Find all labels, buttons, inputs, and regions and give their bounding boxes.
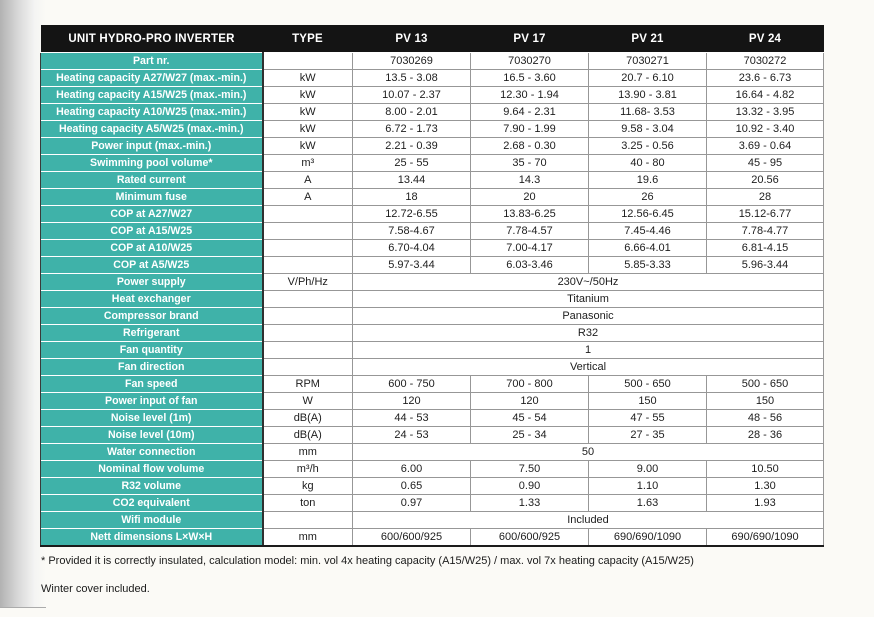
spec-row (41, 478, 824, 495)
spec-label: Nett dimensions L×W×H (41, 529, 263, 547)
spec-value: 0.90 (471, 478, 589, 495)
spec-value: 13.44 (353, 172, 471, 189)
spec-label: R32 volume (41, 478, 263, 495)
spec-value: 19.6 (589, 172, 707, 189)
spec-value: 28 (707, 189, 824, 206)
spec-unit: A (263, 189, 353, 206)
spec-row (41, 240, 824, 257)
spec-unit: dB(A) (263, 427, 353, 444)
spec-value: 13.83-6.25 (471, 206, 589, 223)
spec-value: 7.58-4.67 (353, 223, 471, 240)
spec-value: 20 (471, 189, 589, 206)
spec-row (41, 172, 824, 189)
spec-label: Fan speed (41, 376, 263, 393)
spec-value-span: Included (353, 512, 824, 529)
spec-value: 7030269 (353, 53, 471, 70)
spec-unit: V/Ph/Hz (263, 274, 353, 291)
spec-label: Water connection (41, 444, 263, 461)
spec-label: Noise level (10m) (41, 427, 263, 444)
spec-unit (263, 257, 353, 274)
spec-row (41, 291, 824, 308)
spec-value: 13.5 - 3.08 (353, 70, 471, 87)
spec-value: 1.33 (471, 495, 589, 512)
spec-row (41, 138, 824, 155)
spec-value: 7.90 - 1.99 (471, 121, 589, 138)
spec-value: 10.92 - 3.40 (707, 121, 824, 138)
spec-row (41, 495, 824, 512)
header-row (41, 25, 824, 53)
spec-unit: dB(A) (263, 410, 353, 427)
spec-value: 600/600/925 (471, 529, 589, 547)
spec-value: 700 - 800 (471, 376, 589, 393)
spec-row (41, 512, 824, 529)
spec-value: 6.70-4.04 (353, 240, 471, 257)
spec-value-span: Titanium (353, 291, 824, 308)
spec-label: Swimming pool volume* (41, 155, 263, 172)
spec-label: Fan quantity (41, 342, 263, 359)
spec-row (41, 410, 824, 427)
spec-unit: ton (263, 495, 353, 512)
spec-unit: kW (263, 70, 353, 87)
spec-row (41, 444, 824, 461)
spec-unit: kg (263, 478, 353, 495)
spec-unit: m³ (263, 155, 353, 172)
spec-label: Compressor brand (41, 308, 263, 325)
column-header-unit: UNIT HYDRO-PRO INVERTER (41, 25, 263, 53)
spec-row (41, 359, 824, 376)
spec-value: 10.50 (707, 461, 824, 478)
spec-value: 7030270 (471, 53, 589, 70)
spec-value: 600/600/925 (353, 529, 471, 547)
spec-label: Part nr. (41, 53, 263, 70)
spec-value: 6.00 (353, 461, 471, 478)
spec-value: 28 - 36 (707, 427, 824, 444)
spec-label: Noise level (1m) (41, 410, 263, 427)
spec-unit: mm (263, 444, 353, 461)
spec-value: 500 - 650 (589, 376, 707, 393)
spec-value: 16.5 - 3.60 (471, 70, 589, 87)
spec-unit (263, 53, 353, 70)
spec-label: Heating capacity A27/W27 (max.-min.) (41, 70, 263, 87)
spec-value: 5.97-3.44 (353, 257, 471, 274)
spec-value: 600 - 750 (353, 376, 471, 393)
spec-row (41, 121, 824, 138)
spec-row (41, 104, 824, 121)
spec-value: 25 - 34 (471, 427, 589, 444)
column-header-pv21: PV 21 (589, 25, 707, 53)
spec-unit: RPM (263, 376, 353, 393)
spec-value: 500 - 650 (707, 376, 824, 393)
spec-label: Wifi module (41, 512, 263, 529)
spec-value: 48 - 56 (707, 410, 824, 427)
spec-unit: A (263, 172, 353, 189)
spec-label: Fan direction (41, 359, 263, 376)
spec-value: 3.25 - 0.56 (589, 138, 707, 155)
spec-value: 5.85-3.33 (589, 257, 707, 274)
spec-value: 23.6 - 6.73 (707, 70, 824, 87)
spec-row (41, 427, 824, 444)
spec-value: 44 - 53 (353, 410, 471, 427)
spec-unit: kW (263, 87, 353, 104)
spec-row (41, 189, 824, 206)
spec-value: 2.68 - 0.30 (471, 138, 589, 155)
spec-value: 6.81-4.15 (707, 240, 824, 257)
spec-value: 10.07 - 2.37 (353, 87, 471, 104)
spec-value: 7.00-4.17 (471, 240, 589, 257)
spec-unit (263, 240, 353, 257)
spec-row (41, 257, 824, 274)
spec-unit: kW (263, 138, 353, 155)
spec-value: 7.78-4.77 (707, 223, 824, 240)
spec-value: 7.45-4.46 (589, 223, 707, 240)
spec-table-body (41, 53, 824, 547)
spec-label: Power input (max.-min.) (41, 138, 263, 155)
column-header-type: TYPE (263, 25, 353, 53)
footnote-insulation: * Provided it is correctly insulated, calculation model: min. vol 4x heating capacity (A15/W25) / max. vol 7x heating capacity (A15/W25) (41, 555, 694, 567)
spec-row (41, 342, 824, 359)
spec-value: 9.00 (589, 461, 707, 478)
spec-value: 12.56-6.45 (589, 206, 707, 223)
spec-value: 11.68- 3.53 (589, 104, 707, 121)
spec-value: 9.64 - 2.31 (471, 104, 589, 121)
spec-value: 27 - 35 (589, 427, 707, 444)
spec-unit (263, 206, 353, 223)
spec-row (41, 529, 824, 547)
spec-row (41, 70, 824, 87)
spec-label: Minimum fuse (41, 189, 263, 206)
spec-value: 0.65 (353, 478, 471, 495)
spec-value: 18 (353, 189, 471, 206)
spec-unit: kW (263, 104, 353, 121)
spec-value: 1.10 (589, 478, 707, 495)
inverter-spec-table (40, 25, 824, 547)
spec-value: 40 - 80 (589, 155, 707, 172)
spec-value: 150 (589, 393, 707, 410)
spec-value: 47 - 55 (589, 410, 707, 427)
spec-value: 7030271 (589, 53, 707, 70)
spec-value: 690/690/1090 (707, 529, 824, 547)
spec-value: 8.00 - 2.01 (353, 104, 471, 121)
spec-value: 9.58 - 3.04 (589, 121, 707, 138)
spec-value: 13.90 - 3.81 (589, 87, 707, 104)
spec-value: 20.56 (707, 172, 824, 189)
spec-value-span: 230V~/50Hz (353, 274, 824, 291)
spec-value: 12.30 - 1.94 (471, 87, 589, 104)
spec-row (41, 393, 824, 410)
footnote-winter-cover: Winter cover included. (41, 583, 150, 595)
spec-unit: m³/h (263, 461, 353, 478)
spec-value: 7.78-4.57 (471, 223, 589, 240)
spec-label: COP at A15/W25 (41, 223, 263, 240)
spec-value: 6.03-3.46 (471, 257, 589, 274)
spec-value: 26 (589, 189, 707, 206)
spec-label: Rated current (41, 172, 263, 189)
spec-label: Heating capacity A15/W25 (max.-min.) (41, 87, 263, 104)
spec-unit (263, 512, 353, 529)
spec-unit: W (263, 393, 353, 410)
spec-value: 150 (707, 393, 824, 410)
column-header-pv13: PV 13 (353, 25, 471, 53)
spec-label: Power supply (41, 274, 263, 291)
spec-value: 120 (471, 393, 589, 410)
spec-row (41, 308, 824, 325)
spec-value: 20.7 - 6.10 (589, 70, 707, 87)
spec-unit (263, 359, 353, 376)
spec-value: 1.93 (707, 495, 824, 512)
spec-value: 12.72-6.55 (353, 206, 471, 223)
spec-value: 16.64 - 4.82 (707, 87, 824, 104)
spec-value: 35 - 70 (471, 155, 589, 172)
spec-value: 0.97 (353, 495, 471, 512)
spec-value: 45 - 54 (471, 410, 589, 427)
spec-row (41, 376, 824, 393)
column-header-pv17: PV 17 (471, 25, 589, 53)
spec-value-span: 1 (353, 342, 824, 359)
spec-unit (263, 291, 353, 308)
spec-value: 3.69 - 0.64 (707, 138, 824, 155)
spec-value: 5.96-3.44 (707, 257, 824, 274)
spec-label: Refrigerant (41, 325, 263, 342)
spec-label: COP at A27/W27 (41, 206, 263, 223)
spec-value: 6.72 - 1.73 (353, 121, 471, 138)
spec-unit (263, 308, 353, 325)
spec-label: Heat exchanger (41, 291, 263, 308)
spec-row (41, 53, 824, 70)
spec-row (41, 206, 824, 223)
spec-value: 13.32 - 3.95 (707, 104, 824, 121)
spec-value: 25 - 55 (353, 155, 471, 172)
spec-label: Heating capacity A5/W25 (max.-min.) (41, 121, 263, 138)
spec-label: Power input of fan (41, 393, 263, 410)
spec-unit (263, 325, 353, 342)
spec-row (41, 155, 824, 172)
spec-value-span: R32 (353, 325, 824, 342)
spec-label: Nominal flow volume (41, 461, 263, 478)
spec-unit: mm (263, 529, 353, 547)
spec-label: COP at A5/W25 (41, 257, 263, 274)
spec-row (41, 274, 824, 291)
spec-unit (263, 223, 353, 240)
spec-row (41, 87, 824, 104)
spec-value: 6.66-4.01 (589, 240, 707, 257)
spec-label: Heating capacity A10/W25 (max.-min.) (41, 104, 263, 121)
spec-value: 2.21 - 0.39 (353, 138, 471, 155)
column-header-pv24: PV 24 (707, 25, 824, 53)
spec-value: 1.30 (707, 478, 824, 495)
spec-value: 120 (353, 393, 471, 410)
spec-value-span: Panasonic (353, 308, 824, 325)
spec-row (41, 461, 824, 478)
spec-unit: kW (263, 121, 353, 138)
spec-value: 15.12-6.77 (707, 206, 824, 223)
spec-row (41, 223, 824, 240)
spec-label: CO2 equivalent (41, 495, 263, 512)
spec-value: 14.3 (471, 172, 589, 189)
spec-unit (263, 342, 353, 359)
spec-value: 24 - 53 (353, 427, 471, 444)
spec-label: COP at A10/W25 (41, 240, 263, 257)
spec-value: 45 - 95 (707, 155, 824, 172)
spec-value: 7030272 (707, 53, 824, 70)
spec-row (41, 325, 824, 342)
spec-value-span: Vertical (353, 359, 824, 376)
spec-value: 7.50 (471, 461, 589, 478)
spec-value: 690/690/1090 (589, 529, 707, 547)
spec-value: 1.63 (589, 495, 707, 512)
spec-value-span: 50 (353, 444, 824, 461)
